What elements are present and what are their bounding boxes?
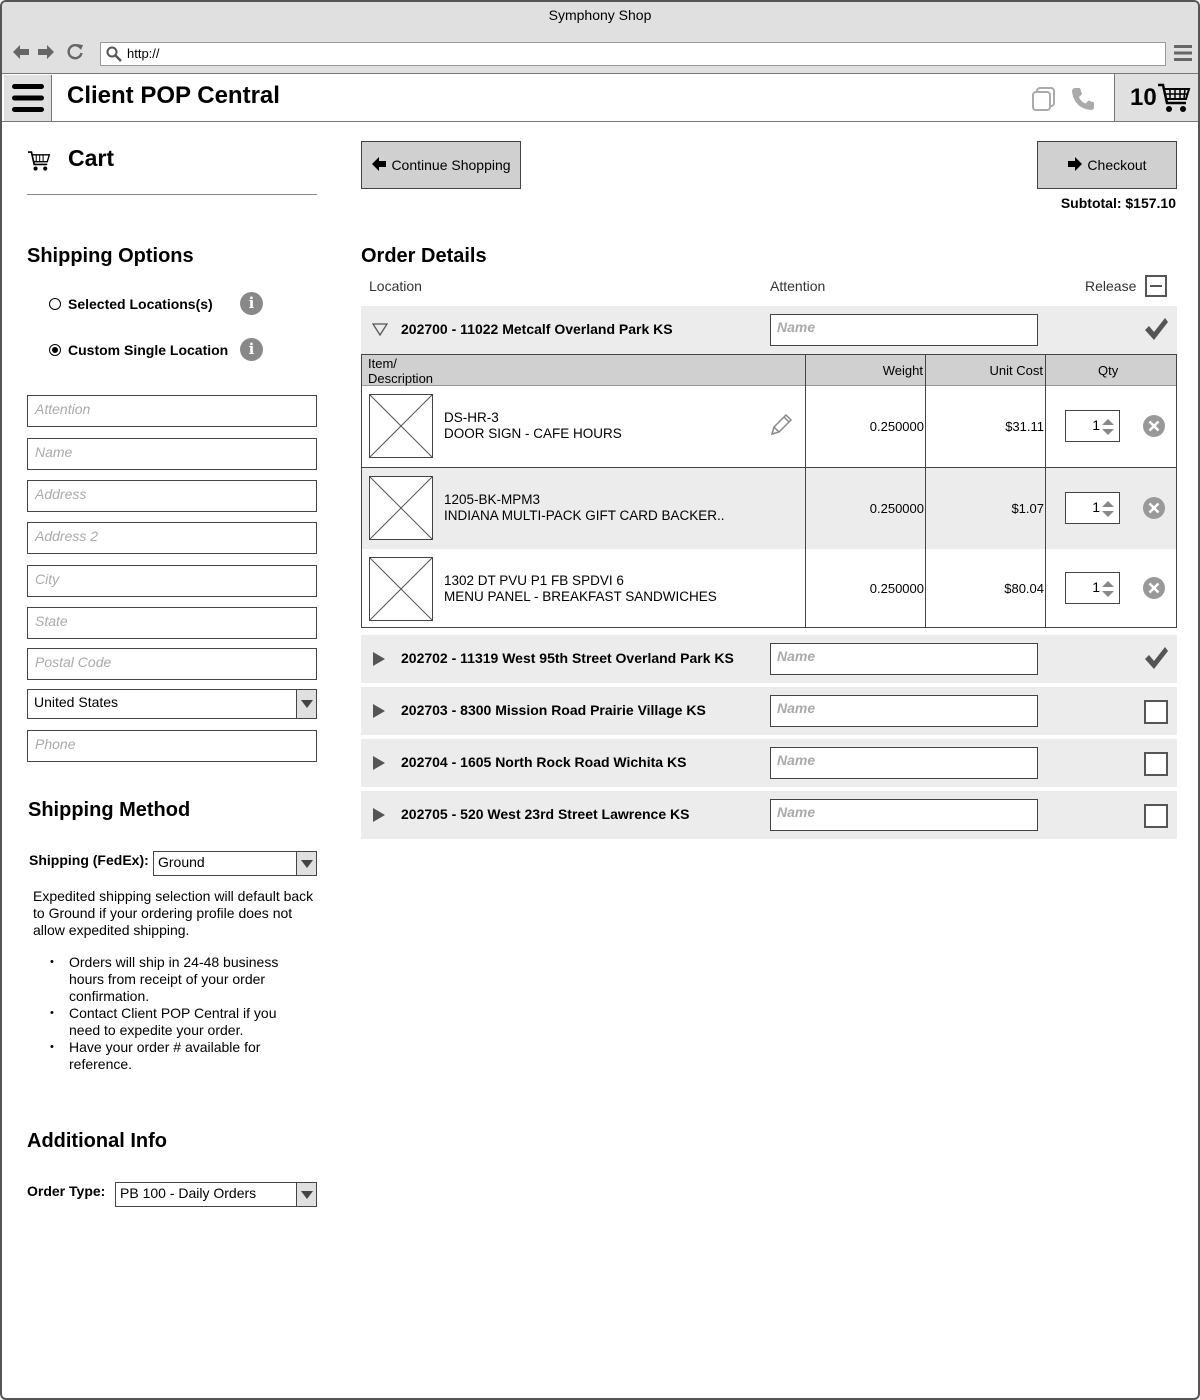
checkout-label: Checkout [1087,157,1147,173]
hamburger-menu-icon[interactable] [4,75,52,121]
location-row[interactable] [361,635,1177,683]
location-label: 202700 - 11022 Metcalf Overland Park KS [401,321,673,337]
reload-icon[interactable] [64,40,86,64]
radio-selected-locations[interactable] [49,296,213,312]
item-description: INDIANA MULTI-PACK GIFT CARD BACKER.. [444,508,725,523]
item-column-header: Item/ [368,356,397,371]
arrow-left-icon [371,156,387,175]
browser-menu-icon[interactable] [1173,42,1193,69]
item-description: DOOR SIGN - CAFE HOURS [444,426,622,441]
list-item: • Orders will ship in 24-48 business hours from receipt of your order confirmation. [69,954,309,1005]
item-code: DS-HR-3 [444,410,499,425]
attention-name-input[interactable]: Name [770,747,1038,779]
info-icon[interactable]: i [240,338,263,361]
table-row [362,549,1176,630]
quantity-stepper[interactable] [1065,572,1120,604]
shipping-carrier-label: Shipping (FedEx): [29,852,149,868]
cart-icon [1157,82,1191,119]
postal-code-field[interactable]: Postal Code [27,648,317,680]
quantity-value: 1 [1092,417,1100,433]
attention-name-input[interactable]: Name [770,695,1038,727]
release-checkbox[interactable] [1144,752,1168,776]
address-field[interactable]: Address [27,480,317,512]
address2-field[interactable]: Address 2 [27,522,317,554]
expanded-triangle-icon[interactable] [372,322,388,341]
arrow-right-icon [1067,156,1083,175]
url-bar[interactable] [100,42,1166,66]
radio-label: Selected Locations(s) [68,296,213,312]
checkout-button[interactable] [1037,141,1177,189]
attention-name-input[interactable]: Name [770,314,1038,346]
order-type-value: PB 100 - Daily Orders [120,1185,257,1201]
subtotal: Subtotal: $157.10 [1060,195,1176,211]
release-checkbox[interactable] [1144,700,1168,724]
remove-item-icon[interactable] [1142,576,1166,605]
location-row[interactable] [361,791,1177,839]
shipping-note: Expedited shipping selection will default back to Ground if your ordering profile does not allow expedited shipping. [33,888,314,938]
cart-count: 10 [1130,84,1157,111]
item-unit-cost: $80.04 [1004,581,1044,596]
copy-icon[interactable] [1030,86,1058,117]
table-row [362,468,1176,549]
header-cart[interactable] [1114,74,1198,121]
item-code: 1302 DT PVU P1 FB SPDVI 6 [444,573,624,588]
phone-icon[interactable] [1070,86,1096,117]
window-title: Symphony Shop [2,2,1198,32]
spinner-arrows-icon[interactable] [1101,580,1115,601]
city-field[interactable]: City [27,565,317,597]
release-all-toggle[interactable] [1145,275,1167,297]
location-label: 202702 - 11319 West 95th Street Overland Park KS [401,650,734,666]
spinner-arrows-icon[interactable] [1101,500,1115,521]
search-icon [106,46,122,69]
image-placeholder-icon [369,557,433,621]
chevron-down-icon [296,1183,316,1206]
cart-title: Cart [68,145,115,171]
location-label: 202704 - 1605 North Rock Road Wichita KS [401,754,687,770]
cart-header [27,142,317,195]
name-field[interactable]: Name [27,438,317,470]
additional-info-title: Additional Info [27,1130,167,1152]
list-item: • Contact Client POP Central if you need to expedite your order. [69,1005,309,1039]
release-column-header: Release [1085,278,1137,294]
item-weight: 0.250000 [869,501,924,516]
checkmark-icon[interactable] [1143,645,1169,676]
item-unit-cost: $31.11 [1005,419,1044,434]
phone-field[interactable]: Phone [27,730,317,762]
quantity-value: 1 [1092,579,1100,595]
forward-arrow-icon[interactable] [35,40,57,64]
shipping-options-title: Shipping Options [27,245,194,267]
location-column-header: Location [369,278,422,294]
collapsed-triangle-icon[interactable] [372,651,386,672]
quantity-value: 1 [1092,499,1100,515]
location-label: 202703 - 8300 Mission Road Prairie Village KS [401,702,706,718]
collapsed-triangle-icon[interactable] [372,755,386,776]
weight-column-header: Weight [882,363,923,378]
location-row[interactable] [361,739,1177,787]
url-text: http:// [127,46,160,61]
item-weight: 0.250000 [869,419,924,434]
qty-column-header: Qty [1098,363,1119,378]
location-row[interactable] [361,306,1177,354]
items-table-header [362,355,1176,386]
shipping-method-select[interactable] [153,851,317,876]
quantity-stepper[interactable] [1065,410,1120,442]
info-icon[interactable]: i [240,292,263,315]
list-item: • Have your order # available for reference. [69,1039,309,1073]
order-type-label: Order Type: [27,1183,106,1199]
edit-pencil-icon[interactable] [768,412,794,443]
item-unit-cost: $1.07 [1011,501,1044,516]
image-placeholder-icon [369,394,433,458]
location-label: 202705 - 520 West 23rd Street Lawrence KS [401,806,690,822]
continue-shopping-button[interactable] [361,141,521,189]
collapsed-triangle-icon[interactable] [372,703,386,724]
attention-field[interactable]: Attention [27,395,317,427]
state-field[interactable]: State [27,607,317,639]
location-row[interactable] [361,687,1177,735]
image-placeholder-icon [369,476,433,540]
checkmark-icon[interactable] [1143,316,1169,347]
radio-custom-single-location[interactable] [49,342,228,358]
description-column-header: Description [368,371,434,386]
country-select[interactable] [27,689,317,719]
remove-item-icon[interactable] [1142,496,1166,525]
order-type-select[interactable] [115,1182,317,1207]
continue-shopping-label: Continue Shopping [391,157,511,173]
table-row [362,386,1176,467]
radio-button[interactable] [49,298,61,310]
order-details-title: Order Details [361,245,487,267]
app-header [2,74,1198,122]
shipping-method-title: Shipping Method [28,799,191,821]
shipping-method-value: Ground [158,854,205,870]
quantity-stepper[interactable] [1065,492,1120,524]
chevron-down-icon [296,690,316,718]
remove-item-icon[interactable] [1142,414,1166,443]
spinner-arrows-icon[interactable] [1101,418,1115,439]
app-title: Client POP Central [67,82,280,109]
radio-label: Custom Single Location [68,342,229,358]
radio-button[interactable] [49,344,61,356]
release-checkbox[interactable] [1144,804,1168,828]
shipping-bullet-list [69,954,309,1073]
chevron-down-icon [296,852,316,875]
cart-icon [27,150,51,177]
collapsed-triangle-icon[interactable] [372,807,386,828]
item-code: 1205-BK-MPM3 [444,492,541,507]
attention-column-header: Attention [770,278,826,294]
item-weight: 0.250000 [869,581,924,596]
browser-navbar [2,32,1198,74]
attention-name-input[interactable]: Name [770,643,1038,675]
unit-cost-column-header: Unit Cost [989,363,1043,378]
items-table [361,354,1177,628]
attention-name-input[interactable]: Name [770,799,1038,831]
item-description: MENU PANEL - BREAKFAST SANDWICHES [444,589,717,604]
back-arrow-icon[interactable] [10,40,32,64]
country-value: United States [34,694,119,710]
